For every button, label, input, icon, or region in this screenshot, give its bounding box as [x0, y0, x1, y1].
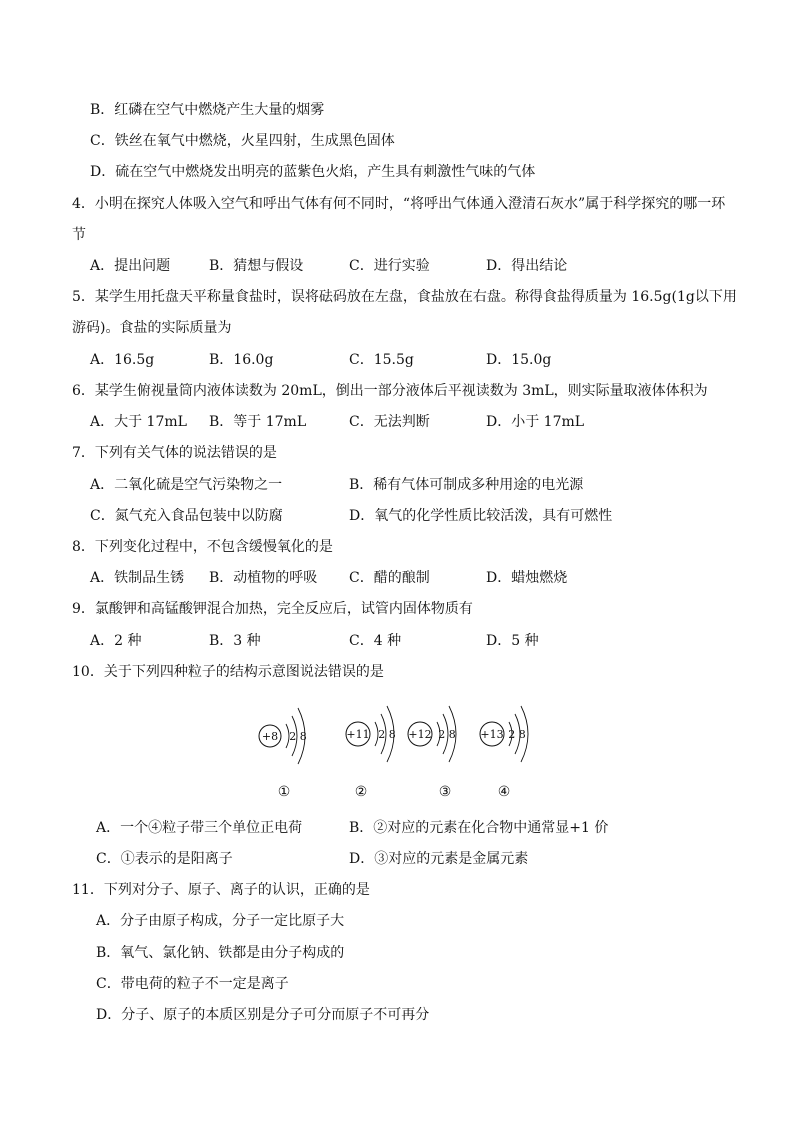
- particle-4: [480, 706, 528, 800]
- q9-stem: 9．氯酸钾和高锰酸钾混合加热，完全反应后，试管内固体物质有: [72, 601, 473, 617]
- q8-option-a: A．铁制品生锈: [90, 570, 185, 586]
- q6-stem: 6．某学生俯视量筒内液体读数为 20mL，倒出一部分液体后平视读数为 3mL，则实际量取液体体积为: [72, 383, 708, 399]
- q11-option-c: C．带电荷的粒子不一定是离子: [96, 976, 289, 992]
- q6-option-a: A．大于 17mL: [90, 414, 187, 430]
- particle-3-electrons: 2 8: [438, 728, 456, 741]
- q8-option-c: C．醋的酿制: [349, 570, 430, 586]
- q7-option-d: D．氧气的化学性质比较活泼，具有可燃性: [349, 508, 613, 524]
- particle-structure-diagram: [248, 700, 548, 810]
- q3-option-b: B．红磷在空气中燃烧产生大量的烟雾: [90, 102, 325, 118]
- particle-2: [346, 706, 396, 800]
- particle-4-electrons: 2 8: [508, 728, 526, 741]
- particle-1-nucleus: +8: [261, 730, 279, 743]
- q10-option-c: C．①表示的是阳离子: [96, 851, 233, 867]
- q6-option-c: C．无法判断: [349, 414, 430, 430]
- q6-option-b: B．等于 17mL: [209, 414, 307, 430]
- q4-stem: 4．小明在探究人体吸入空气和呼出气体有何不同时，“将呼出气体通入澄清石灰水”属于科学探究的哪一环: [72, 196, 726, 212]
- q9-option-a: A．2 种: [90, 633, 142, 649]
- particle-4-nucleus: +13: [480, 728, 504, 741]
- q9-option-b: B．3 种: [209, 633, 261, 649]
- particle-3: [408, 706, 456, 800]
- q4-option-d: D．得出结论: [486, 258, 568, 274]
- q7-option-c: C．氮气充入食品包装中以防腐: [90, 508, 283, 524]
- particle-3-nucleus: +12: [408, 728, 432, 741]
- q8-option-d: D．蜡烛燃烧: [486, 570, 568, 586]
- q5-option-a: A．16.5g: [90, 352, 155, 368]
- particle-2-electrons: 2 8: [378, 728, 396, 741]
- q11-option-b: B．氧气、氯化钠、铁都是由分子构成的: [96, 945, 345, 961]
- q4-option-b: B．猜想与假设: [209, 258, 304, 274]
- q10-option-a: A．一个④粒子带三个单位正电荷: [96, 820, 303, 836]
- q10-option-d: D．③对应的元素是金属元素: [349, 851, 529, 867]
- q5-stem-continued: 游码)。食盐的实际质量为: [72, 320, 232, 336]
- particle-2-label: ②: [354, 784, 368, 800]
- q5-stem: 5．某学生用托盘天平称量食盐时，误将砝码放在左盘，食盐放在右盘。称得食盐得质量为 16.5g(1g以下用: [72, 289, 737, 305]
- particle-3-label: ③: [438, 784, 452, 800]
- particle-1: [259, 708, 307, 800]
- q4-option-a: A．提出问题: [90, 258, 171, 274]
- q8-stem: 8．下列变化过程中，不包含缓慢氧化的是: [72, 539, 333, 555]
- q5-option-d: D．15.0g: [486, 352, 552, 368]
- particle-1-electrons: 2 8: [289, 730, 307, 743]
- q9-option-d: D．5 种: [486, 633, 539, 649]
- q11-option-a: A．分子由原子构成，分子一定比原子大: [96, 913, 345, 929]
- particle-2-nucleus: +11: [346, 728, 370, 741]
- q10-stem: 10．关于下列四种粒子的结构示意图说法错误的是: [72, 664, 384, 680]
- particle-1-label: ①: [277, 784, 291, 800]
- particle-4-label: ④: [497, 784, 511, 800]
- q5-option-c: C．15.5g: [349, 352, 414, 368]
- q7-option-b: B．稀有气体可制成多种用途的电光源: [349, 477, 584, 493]
- q6-option-d: D．小于 17mL: [486, 414, 585, 430]
- q4-option-c: C．进行实验: [349, 258, 430, 274]
- q10-option-b: B．②对应的元素在化合物中通常显+1 价: [349, 820, 609, 836]
- q4-stem-continued: 节: [72, 227, 86, 243]
- q3-option-d: D．硫在空气中燃烧发出明亮的蓝紫色火焰，产生具有刺激性气味的气体: [90, 164, 536, 180]
- q9-option-c: C．4 种: [349, 633, 402, 649]
- q8-option-b: B．动植物的呼吸: [209, 570, 318, 586]
- q5-option-b: B．16.0g: [209, 352, 274, 368]
- q11-stem: 11．下列对分子、原子、离子的认识，正确的是: [72, 882, 370, 898]
- q11-option-d: D．分子、原子的本质区别是分子可分而原子不可再分: [96, 1007, 430, 1023]
- q7-option-a: A．二氧化硫是空气污染物之一: [90, 477, 283, 493]
- q3-option-c: C．铁丝在氧气中燃烧，火星四射，生成黑色固体: [90, 133, 395, 149]
- q7-stem: 7．下列有关气体的说法错误的是: [72, 445, 277, 461]
